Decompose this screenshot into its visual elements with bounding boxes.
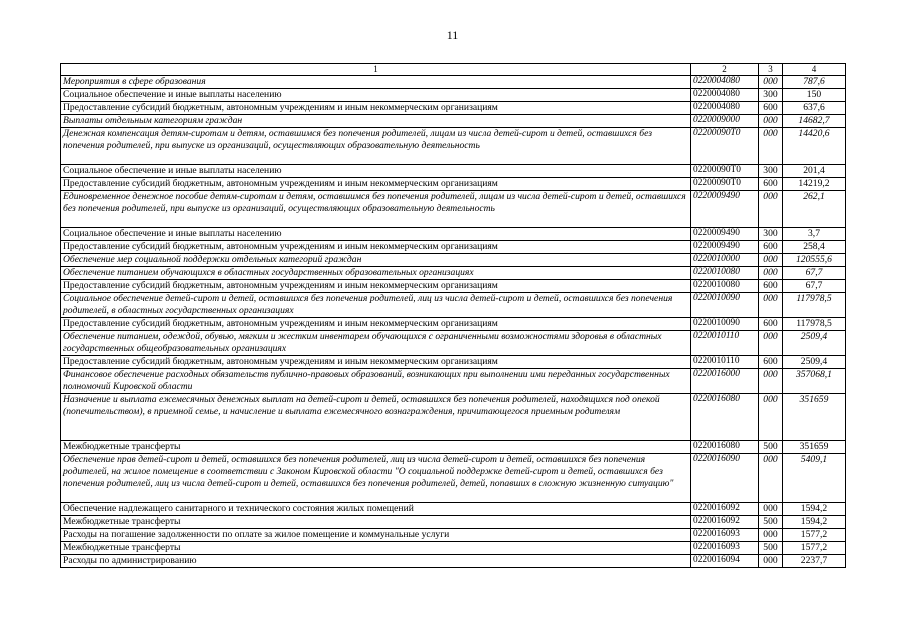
row-type-cell: 000 xyxy=(759,331,783,356)
row-name-cell: Обеспечение питанием обучающихся в областных государственных образовательных организациях xyxy=(61,267,691,280)
row-sum-cell: 1594,2 xyxy=(783,516,846,529)
row-type-cell: 300 xyxy=(759,228,783,241)
row-name-cell: Социальное обеспечение и иные выплаты населению xyxy=(61,165,691,178)
row-type-cell: 500 xyxy=(759,441,783,454)
row-sum-cell: 117978,5 xyxy=(783,293,846,318)
page-number: 11 xyxy=(446,28,459,42)
row-code-cell: 0220010090 xyxy=(691,293,759,318)
row-name-cell: Межбюджетные трансферты xyxy=(61,541,691,554)
row-code-cell: 0220004080 xyxy=(691,76,759,89)
table-row xyxy=(61,267,846,280)
row-type-cell: 000 xyxy=(759,115,783,128)
row-code-cell: 0220016000 xyxy=(691,369,759,394)
row-type-cell: 300 xyxy=(759,165,783,178)
row-name-cell: Предоставление субсидий бюджетным, автономным учреждениям и иным некоммерческим организациям xyxy=(61,178,691,191)
row-sum-cell: 14219,2 xyxy=(783,178,846,191)
table-row xyxy=(61,369,846,394)
table-row xyxy=(61,128,846,165)
row-type-cell: 600 xyxy=(759,318,783,331)
table-row xyxy=(61,554,846,567)
row-code-cell: 0220010080 xyxy=(691,267,759,280)
row-name-cell: Единовременное денежное пособие детям-сиротам и детям, оставшимся без попечения родителей, лицам из числа детей-сирот и детей, оставшихся без попечения родителей, при выпуске из организаций, осуществляющих образовательную деятельность xyxy=(61,191,691,228)
row-sum-cell: 67,7 xyxy=(783,267,846,280)
row-name-cell: Предоставление субсидий бюджетным, автономным учреждениям и иным некоммерческим организациям xyxy=(61,102,691,115)
row-sum-cell: 357068,1 xyxy=(783,369,846,394)
column-header-type: 3 xyxy=(759,64,783,76)
row-sum-cell: 1577,2 xyxy=(783,541,846,554)
table-row xyxy=(61,280,846,293)
row-sum-cell: 117978,5 xyxy=(783,318,846,331)
row-name-cell: Социальное обеспечение и иные выплаты населению xyxy=(61,89,691,102)
row-name-cell: Финансовое обеспечение расходных обязательств публично-правовых образований, возникающих при выполнении ими переданных государственных полномочий Кировской области xyxy=(61,369,691,394)
row-sum-cell: 351659 xyxy=(783,441,846,454)
row-sum-cell: 5409,1 xyxy=(783,454,846,503)
table-row xyxy=(61,102,846,115)
row-name-cell: Выплаты отдельным категориям граждан xyxy=(61,115,691,128)
row-code-cell: 0220010000 xyxy=(691,254,759,267)
row-sum-cell: 2509,4 xyxy=(783,356,846,369)
row-name-cell: Обеспечение надлежащего санитарного и технического состояния жилых помещений xyxy=(61,503,691,516)
row-sum-cell: 351659 xyxy=(783,394,846,441)
row-type-cell: 000 xyxy=(759,369,783,394)
row-type-cell: 000 xyxy=(759,76,783,89)
row-code-cell: 0220010090 xyxy=(691,318,759,331)
row-sum-cell: 637,6 xyxy=(783,102,846,115)
row-code-cell: 02200090Т0 xyxy=(691,165,759,178)
row-name-cell: Обеспечение мер социальной поддержки отдельных категорий граждан xyxy=(61,254,691,267)
table-row xyxy=(61,293,846,318)
row-sum-cell: 1594,2 xyxy=(783,503,846,516)
row-sum-cell: 787,6 xyxy=(783,76,846,89)
row-sum-cell: 14420,6 xyxy=(783,128,846,165)
row-type-cell: 000 xyxy=(759,128,783,165)
row-sum-cell: 258,4 xyxy=(783,241,846,254)
row-sum-cell: 3,7 xyxy=(783,228,846,241)
row-type-cell: 600 xyxy=(759,178,783,191)
row-type-cell: 000 xyxy=(759,293,783,318)
column-header-code: 2 xyxy=(691,64,759,76)
row-code-cell: 0220016093 xyxy=(691,541,759,554)
row-code-cell: 0220016093 xyxy=(691,529,759,542)
table-row xyxy=(61,318,846,331)
row-name-cell: Мероприятия в сфере образования xyxy=(61,76,691,89)
row-sum-cell: 67,7 xyxy=(783,280,846,293)
row-code-cell: 0220016092 xyxy=(691,503,759,516)
row-type-cell: 000 xyxy=(759,254,783,267)
row-name-cell: Социальное обеспечение детей-сирот и детей, оставшихся без попечения родителей, лиц из числа детей-сирот и детей, оставшихся без попечения родителей, в областных государственных организациях xyxy=(61,293,691,318)
row-type-cell: 600 xyxy=(759,280,783,293)
table-row xyxy=(61,356,846,369)
table-row xyxy=(61,191,846,228)
row-code-cell: 02200090Т0 xyxy=(691,178,759,191)
row-name-cell: Предоставление субсидий бюджетным, автономным учреждениям и иным некоммерческим организациям xyxy=(61,241,691,254)
table-row xyxy=(61,178,846,191)
row-type-cell: 000 xyxy=(759,267,783,280)
row-type-cell: 600 xyxy=(759,356,783,369)
table-row xyxy=(61,441,846,454)
table-row xyxy=(61,115,846,128)
row-sum-cell: 2509,4 xyxy=(783,331,846,356)
table-row xyxy=(61,394,846,441)
row-name-cell: Обеспечение питанием, одеждой, обувью, мягким и жестким инвентарем обучающихся с ограниченными возможностями здоровья в областных государственных общеобразовательных организациях xyxy=(61,331,691,356)
row-code-cell: 0220016090 xyxy=(691,454,759,503)
row-name-cell: Межбюджетные трансферты xyxy=(61,441,691,454)
table-row xyxy=(61,241,846,254)
row-type-cell: 600 xyxy=(759,241,783,254)
row-code-cell: 0220009490 xyxy=(691,241,759,254)
table-row xyxy=(61,165,846,178)
row-type-cell: 000 xyxy=(759,554,783,567)
row-code-cell: 02200090Т0 xyxy=(691,128,759,165)
column-header-name: 1 xyxy=(61,64,691,76)
row-type-cell: 000 xyxy=(759,503,783,516)
table-row xyxy=(61,503,846,516)
row-code-cell: 0220010080 xyxy=(691,280,759,293)
row-type-cell: 000 xyxy=(759,394,783,441)
row-name-cell: Межбюджетные трансферты xyxy=(61,516,691,529)
row-name-cell: Назначение и выплата ежемесячных денежных выплат на детей-сирот и детей, оставшихся без попечения родителей, находящихся под опекой (попечительством), в приемной семье, и начисление и выплата ежемесячного вознаграждения, причитающегося приемным родителям xyxy=(61,394,691,441)
table-row xyxy=(61,89,846,102)
row-type-cell: 000 xyxy=(759,529,783,542)
row-code-cell: 0220016092 xyxy=(691,516,759,529)
table-row xyxy=(61,529,846,542)
row-code-cell: 0220010110 xyxy=(691,356,759,369)
row-name-cell: Предоставление субсидий бюджетным, автономным учреждениям и иным некоммерческим организациям xyxy=(61,356,691,369)
row-type-cell: 300 xyxy=(759,89,783,102)
row-name-cell: Предоставление субсидий бюджетным, автономным учреждениям и иным некоммерческим организациям xyxy=(61,318,691,331)
table-row xyxy=(61,516,846,529)
row-name-cell: Расходы по администрированию xyxy=(61,554,691,567)
row-name-cell: Предоставление субсидий бюджетным, автономным учреждениям и иным некоммерческим организациям xyxy=(61,280,691,293)
row-sum-cell: 1577,2 xyxy=(783,529,846,542)
row-code-cell: 0220016080 xyxy=(691,394,759,441)
row-code-cell: 0220004080 xyxy=(691,89,759,102)
row-code-cell: 0220009490 xyxy=(691,228,759,241)
column-header-sum: 4 xyxy=(783,64,846,76)
row-code-cell: 0220016094 xyxy=(691,554,759,567)
table-body xyxy=(61,64,846,568)
table-row xyxy=(61,541,846,554)
row-type-cell: 000 xyxy=(759,454,783,503)
row-name-cell: Социальное обеспечение и иные выплаты населению xyxy=(61,228,691,241)
row-sum-cell: 2237,7 xyxy=(783,554,846,567)
row-sum-cell: 262,1 xyxy=(783,191,846,228)
row-code-cell: 0220004080 xyxy=(691,102,759,115)
table-row xyxy=(61,254,846,267)
row-name-cell: Обеспечение прав детей-сирот и детей, оставшихся без попечения родителей, лиц из числа детей-сирот и детей, оставшихся без попечения родителей, на жилое помещение в соответствии с Законом Кировской области "О социальной поддержке детей-сирот и детей, оставшихся без попечения родителей, лиц из числа детей-сирот и детей, оставшихся без попечения родителей, детей, попавших в сложную жизненную ситуацию" xyxy=(61,454,691,503)
budget-table xyxy=(60,63,846,568)
row-type-cell: 500 xyxy=(759,516,783,529)
table-row xyxy=(61,228,846,241)
row-sum-cell: 150 xyxy=(783,89,846,102)
row-code-cell: 0220009490 xyxy=(691,191,759,228)
table-row xyxy=(61,76,846,89)
row-type-cell: 000 xyxy=(759,191,783,228)
row-type-cell: 500 xyxy=(759,541,783,554)
row-sum-cell: 120555,6 xyxy=(783,254,846,267)
row-type-cell: 600 xyxy=(759,102,783,115)
row-sum-cell: 201,4 xyxy=(783,165,846,178)
row-code-cell: 0220010110 xyxy=(691,331,759,356)
table-row xyxy=(61,454,846,503)
table-row xyxy=(61,331,846,356)
table-header-row xyxy=(61,64,846,76)
row-name-cell: Денежная компенсация детям-сиротам и детям, оставшимся без попечения родителей, лицам из числа детей-сирот и детей, оставшихся без попечения родителей, при выпуске из организаций, осуществляющих образовательную деятельность xyxy=(61,128,691,165)
row-name-cell: Расходы на погашение задолженности по оплате за жилое помещение и коммунальные услуги xyxy=(61,529,691,542)
row-code-cell: 0220016080 xyxy=(691,441,759,454)
row-sum-cell: 14682,7 xyxy=(783,115,846,128)
row-code-cell: 0220009000 xyxy=(691,115,759,128)
